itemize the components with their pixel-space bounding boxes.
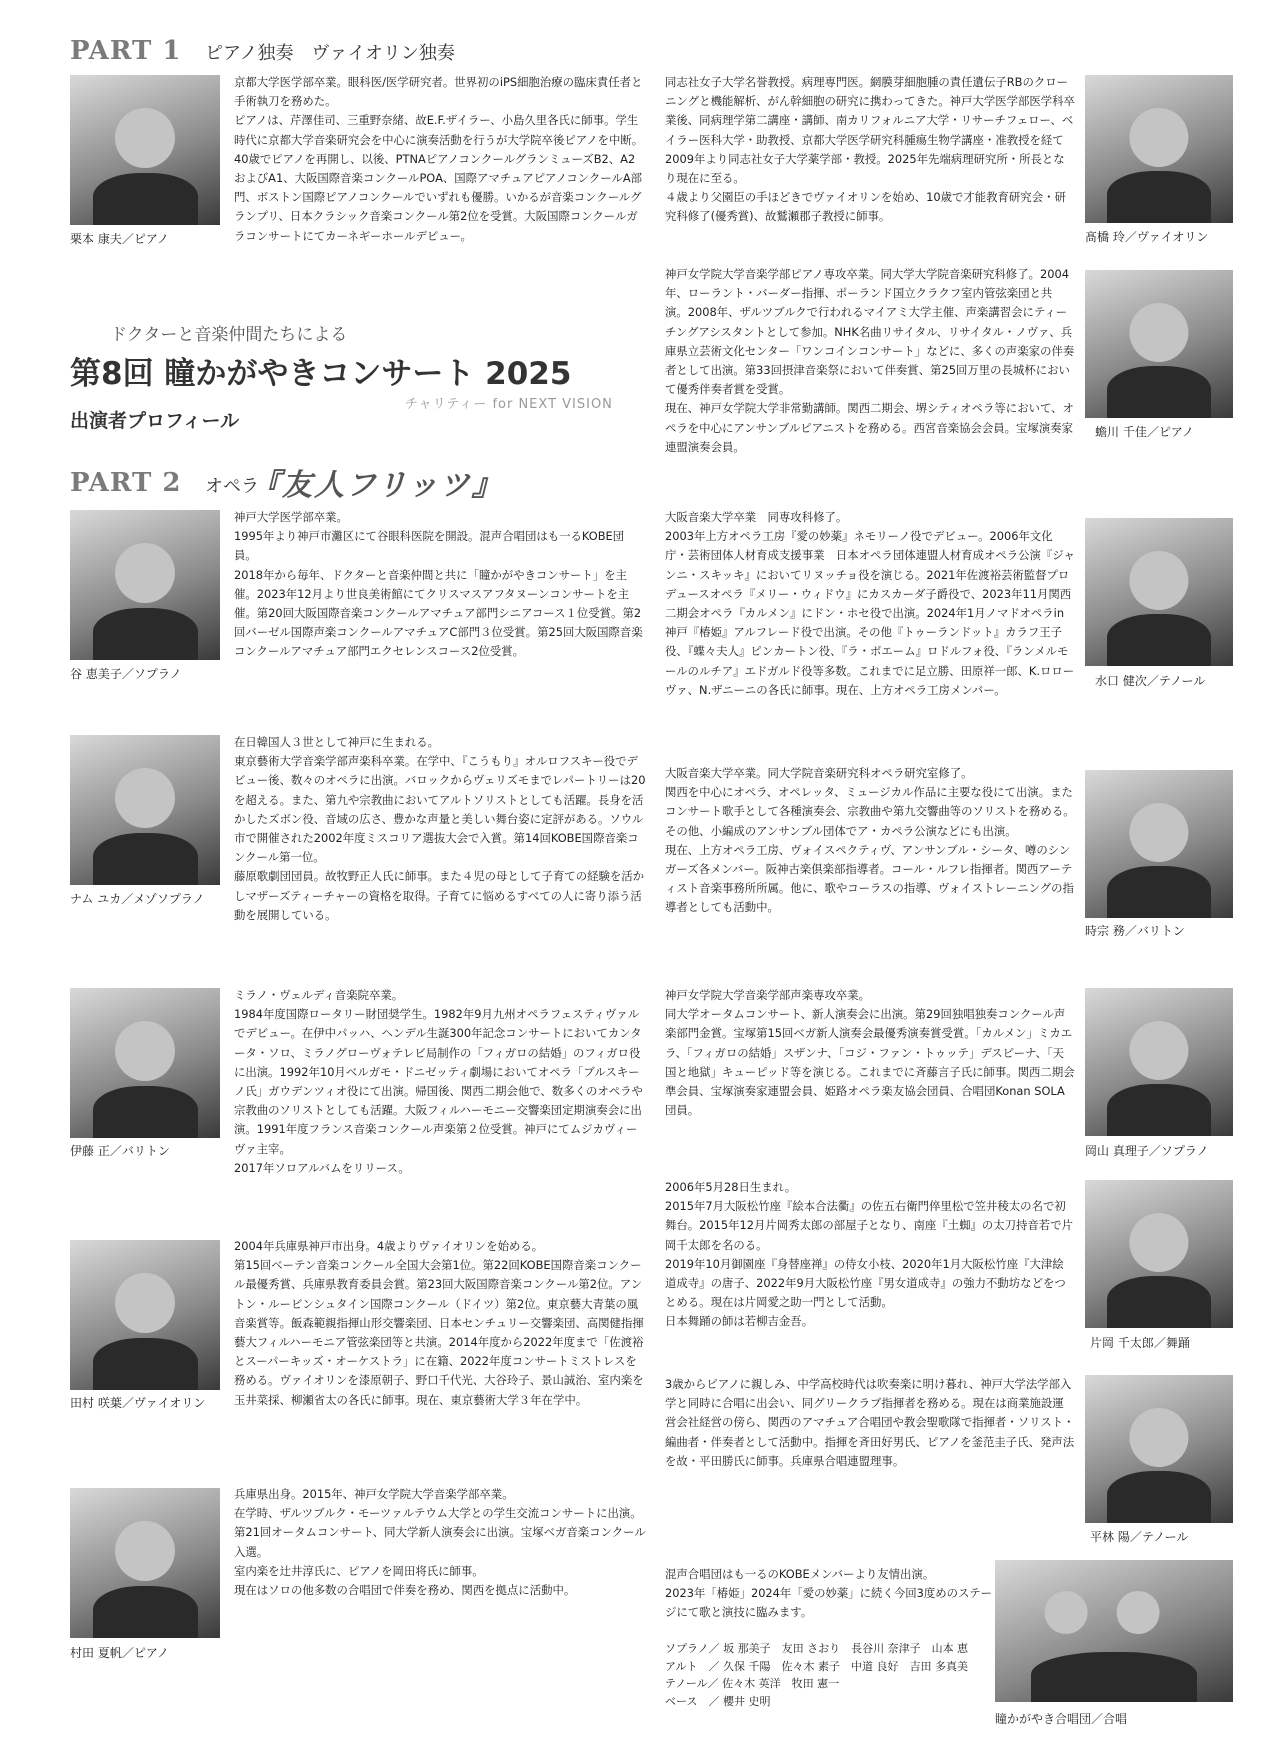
bio-paragraph: 2003年上方オペラ工房『愛の妙薬』ネモリーノ役でデビュー。2006年文化庁・芸術団体人材育成支援事業 日本オペラ団体連盟人材育成オペラ公演『ジャンニ・スキッキ』においてリヌッチョ役を演じる。2021年佐渡裕芸術監督プロデュースオペラ『メリー・ウィドウ』にカスカーダ子爵役で、2023年11月関西二期会オペラ『カルメン』にドン・ホセ役で出演。2024年1月ノマドオペラin神戸『椿姫』アルフレード役で出演。その他『トゥーランドット』カラフ王子役、『蝶々夫人』ピンカートン役、『ラ・ボエーム』ロドルフォ役、『ランメルモールのルチア』エドガルド役等多数。これまでに足立勝、田原祥一郎、K.ロローヴァ、N.ザニーニの各氏に師事。現在、上方オペラ工房メンバー。	[665, 529, 1075, 697]
bio-paragraph: 3歳からピアノに親しみ、中学高校時代は吹奏楽に明け暮れ、神戸大学法学部入学と同時に合唱に出会い、同グリークラブ指揮者を務める。現在は商業施設運営会社経営の傍ら、関西のアマチュア合唱団や教会聖歌隊で指揮者・ソリスト・編曲者・伴奏者として活動中。指揮を斉田好男氏、ピアノを釜范圭子氏、発声法を故・平田勝氏に師事。兵庫県合唱連盟理事。	[665, 1377, 1075, 1468]
bio-paragraph: 京都大学医学部卒業。眼科医/医学研究者。世界初のiPS細胞治療の臨床責任者と手術執刀を務めた。	[234, 75, 643, 109]
photo-hosokawa	[1085, 270, 1233, 418]
bio-tokimune	[665, 764, 1075, 918]
part1-subtitle: ピアノ独奏 ヴァイオリン独奏	[205, 43, 455, 64]
part2-genre: オペラ	[205, 476, 259, 497]
bio-paragraph: 関西を中心にオペラ、オペレッタ、ミュージカル作品に主要な役にて出演。またコンサート歌手として各種演奏会、宗教曲や第九交響曲等のソリストを務める。その他、小編成のアンサンブル団体でア・カペラ公演などにも出演。	[665, 785, 1075, 838]
bio-paragraph: 東京藝術大学音楽学部声楽科卒業。在学中、『こうもり』オルロフスキー役でデビュー後、数々のオペラに出演。バロックからヴェリズモまでレパートリーは20を超える。また、第九や宗教曲においてアルトソリストとしても活躍。長身を活かしたズボン役、音域の広さ、豊かな声量と美しい舞台姿に定評がある。ソウル市で開催された2002年度ミスコリア選抜大会で入賞。第14回KOBE国際音楽コンクール第一位。	[234, 754, 646, 865]
bio-tamura	[234, 1237, 646, 1410]
part2-label: PART 2	[70, 468, 182, 498]
bio-paragraph: 同志社女子大学名誉教授。病理専門医。網膜芽細胞腫の責任遺伝子RBのクローニングと機能解析、がん幹細胞の研究に携わってきた。神戸大学医学部医学科卒業後、同病理学第二講座・講師、南カリフォルニア大学・リサーチフェロー、ベイラー医科大学・助教授、京都大学医学研究科腫瘍生物学講座・准教授を経て2009年より同志社女子大学薬学部・教授。2025年先端病理研究所・所長となり現在に至る。	[665, 75, 1075, 186]
bio-mizuguchi	[665, 508, 1075, 700]
caption-murata: 村田 夏帆／ピアノ	[70, 1646, 169, 1660]
bio-paragraph: 現在、神戸女学院大学非常勤講師。関西二期会、堺シティオペラ等において、オペラを中心にアンサンブルピアニストを務める。西宮音楽協会会員。宝塚演奏家連盟演奏会員。	[665, 401, 1074, 454]
bio-paragraph: ミラノ・ヴェルディ音楽院卒業。	[234, 988, 404, 1002]
bio-paragraph: 神戸大学医学部卒業。	[234, 510, 348, 524]
photo-choir	[995, 1560, 1233, 1702]
bio-paragraph: ピアノは、芹澤佳司、三重野奈緒、故E.F.ザイラー、小島久里各氏に師事。学生時代に京都大学音楽研究会を中心に演奏活動を行うが大学院卒後ピアノを中断。40歳でピアノを再開し、以後、PTNAピアノコンクールグランミューズB2、A2およびA1、大阪国際音楽コンクールPOA、国際アマチュアピアノコンクールA部門、ボストン国際ピアノコンクールでいずれも優勝。いかるが音楽コンクールグランプリ、日本クラシック音楽コンクール第2位を受賞。大阪国際コンクールガラコンサートにてカーネギーホールデビュー。	[234, 113, 644, 243]
bio-takahashi	[665, 73, 1075, 227]
caption-kurimoto: 栗本 康夫／ピアノ	[70, 232, 169, 246]
bio-kurimoto	[234, 73, 646, 246]
caption-mizuguchi: 水口 健次／テノール	[1095, 674, 1206, 688]
bio-paragraph: 在学時、ザルツブルク・モーツァルテウム大学との学生交流コンサートに出演。第21回オータムコンサート、同大学新人演奏会に出演。宝塚ベガ音楽コンクール入選。	[234, 1506, 646, 1559]
photo-takahashi	[1085, 75, 1233, 223]
bio-murata	[234, 1485, 646, 1600]
bio-paragraph: 大阪音楽大学卒業。同大学院音楽研究科オペラ研究室修了。	[665, 766, 973, 780]
caption-ito: 伊藤 正／バリトン	[70, 1144, 170, 1158]
bio-paragraph: 現在はソロの他多数の合唱団で伴奏を務め、関西を拠点に活動中。	[234, 1583, 576, 1598]
photo-mizuguchi	[1085, 518, 1233, 666]
concert-charity: チャリティー for NEXT VISION	[405, 397, 613, 412]
bio-paragraph: 2006年5月28日生まれ。	[665, 1180, 797, 1194]
bio-paragraph: 藤原歌劇団団員。故牧野正人氏に師事。また４児の母として子育ての経験を活かしマザーズティーチャーの資格を取得。子育てに悩めるすべての人に寄り添う活動を展開している。	[234, 869, 645, 922]
caption-choir: 瞳かがやき合唱団／合唱	[995, 1712, 1128, 1726]
photo-murata	[70, 1488, 220, 1638]
cast-line: アルト ／ 久保 千陽 佐々木 素子 中道 良好 吉田 多真美	[665, 1659, 969, 1673]
bio-paragraph: 2015年7月大阪松竹座『絵本合法衢』の佐五右衛門倅里松で笠井稜太の名で初舞台。2015年12月片岡秀太郎の部屋子となり、南座『土蜘』の太刀持音若で片岡千太郎を名のる。	[665, 1199, 1073, 1252]
caption-okayama: 岡山 真理子／ソプラノ	[1085, 1144, 1209, 1158]
bio-hosokawa	[665, 265, 1075, 457]
bio-paragraph: 神戸女学院大学音楽学部ピアノ専攻卒業。同大学大学院音楽研究科修了。2004年、ローラント・バーダー指揮、ポーランド国立クラクフ室内管弦楽団と共演。2008年、ザルツブルクで行われるマイアミ大学主催、声楽講習会にティーチングアシスタントとして参加。NHK名曲リサイタル、リサイタル・ノヴァ、兵庫県立芸術文化センター「ワンコインコンサート」などに、多くの声楽家の伴奏者として出演。第33回摂津音楽祭において伴奏賞、第25回万里の長城杯において優秀伴奏者賞を受賞。	[665, 267, 1075, 397]
bio-paragraph: 1984年度国際ロータリー財団奨学生。1982年9月九州オペラフェスティヴァルでデビュー。在伊中パッハ、ヘンデル生誕300年記念コンサートにおいてカンタータ・ソロ、ミラノグローヴォテレビ局制作の「フィガロの結婚」のフィガロ役に出演。1992年10月ベルガモ・ドニゼッティ劇場においてオペラ「ブルスキーノ氏」ガウデンツィオ役にて出演。帰国後、関西二期会他で、数多くのオペラや宗教曲のソリストとしても活躍。大阪フィルハーモニー交響楽団定期演奏会に出演。1991年度フランス音楽コンクール声楽第２位受賞。神戸にてムジカヴィーヴァ主宰。	[234, 1007, 643, 1156]
bio-paragraph: 神戸女学院大学音楽学部声楽専攻卒業。	[665, 988, 871, 1002]
photo-tokimune	[1085, 770, 1233, 918]
caption-nam: ナム ユカ／メゾソプラノ	[70, 892, 205, 906]
photo-hirabayashi	[1085, 1375, 1233, 1523]
caption-tani: 谷 恵美子／ソプラノ	[70, 667, 182, 681]
bio-paragraph: 大阪音楽大学卒業 同専攻科修了。	[665, 510, 848, 524]
photo-tani	[70, 510, 220, 660]
bio-okayama	[665, 986, 1075, 1120]
choir-cast-list	[665, 1640, 968, 1710]
concert-subtitle: ドクターと音楽仲間たちによる	[110, 325, 348, 345]
bio-kataoka	[665, 1178, 1075, 1332]
bio-paragraph: 第15回ベーテン音楽コンクール全国大会第1位。第22回KOBE国際音楽コンクール最優秀賞、兵庫県教育委員会賞。第23回大阪国際音楽コンクール第2位。アントン・ルービンシュタイン国際コンクール（ドイツ）第2位。東京藝大青葉の風音楽賞等。飯森範親指揮山形交響楽団、日本センチュリー交響楽団、高関健指揮藝大フィルハーモニア管弦楽団等と共演。2014年度から2022年度まで「佐渡裕とスーパーキッズ・オーケストラ」に在籍、2022年度コンサートミストレスを務める。ヴァイオリンを漆原朝子、野口千代光、大谷玲子、景山誠治、室内楽を玉井菜採、柳瀬省太の各氏に師事。現在、東京藝術大学３年在学中。	[234, 1258, 644, 1407]
bio-paragraph: 2004年兵庫県神戸市出身。4歳よりヴァイオリンを始める。	[234, 1239, 544, 1253]
photo-ito	[70, 988, 220, 1138]
bio-paragraph: 在日韓国人３世として神戸に生まれる。	[234, 735, 440, 749]
bio-paragraph: 同大学オータムコンサート、新人演奏会に出演。第29回独唱独奏コンクール声楽部門金賞。宝塚第15回ベガ新人演奏会最優秀演奏賞受賞。「カルメン」ミカエラ、「フィガロの結婚」スザンナ、「コジ・ファン・トゥッテ」デスピーナ、「天国と地獄」キューピッド等を演じる。これまでに斉藤言子氏に師事。関西二期会準会員、宝塚演奏家連盟会員、姫路オペラ楽友協会団員、合唱団Konan SOLA団員。	[665, 1007, 1075, 1118]
photo-kataoka	[1085, 1180, 1233, 1328]
bio-ito	[234, 986, 646, 1178]
bio-paragraph: 兵庫県出身。2015年、神戸女学院大学音楽学部卒業。	[234, 1487, 514, 1501]
caption-tamura: 田村 咲葉／ヴァイオリン	[70, 1396, 206, 1410]
cast-line: テノール／ 佐々木 英洋 牧田 憲一	[665, 1677, 840, 1690]
bio-paragraph: 混声合唱団はも一るのKOBEメンバーより友情出演。	[665, 1567, 935, 1581]
concert-title: 第8回 瞳かがやきコンサート 2025	[70, 356, 572, 392]
bio-paragraph: 1995年より神戸市灘区にて谷眼科医院を開設。混声合唱団はも一るKOBE団員。	[234, 529, 625, 563]
caption-tokimune: 時宗 務／バリトン	[1085, 924, 1185, 938]
bio-paragraph: 現在、上方オペラ工房、ヴォイスペクティヴ、アンサンブル・シータ、噂のシンガーズ各メンバー。阪神古楽倶楽部指導者。コール・ルフレ指揮者。関西アーティスト音楽事務所所属。他に、歌やコーラスの指導、ヴォイストレーニングの指導者としても活動中。	[665, 842, 1074, 915]
bio-paragraph: 2019年10月御園座『身替座禅』の侍女小枝、2020年1月大阪松竹座『大津絵道成寺』の唐子、2022年9月大阪松竹座『男女道成寺』の強力不動坊などをつとめる。現在は片岡愛之助一門として活動。	[665, 1256, 1066, 1310]
part2-opera-title: 『友人フリッツ』	[250, 468, 504, 503]
bio-hirabayashi	[665, 1375, 1075, 1471]
cast-line: ベース ／ 櫻井 史明	[665, 1694, 771, 1708]
cast-line: ソプラノ／ 坂 那美子 友田 さおり 長谷川 奈津子 山本 恵	[665, 1642, 969, 1655]
caption-hirabayashi: 平林 陽／テノール	[1090, 1530, 1189, 1544]
photo-nam	[70, 735, 220, 885]
part1-label: PART 1	[70, 36, 182, 66]
concert-profile-heading: 出演者プロフィール	[70, 410, 240, 432]
bio-tani	[234, 508, 646, 662]
bio-paragraph: 2017年ソロアルバムをリリース。	[234, 1160, 410, 1175]
caption-kataoka: 片岡 千太郎／舞踊	[1090, 1336, 1190, 1350]
bio-paragraph: 室内楽を辻井淳氏に、ピアノを岡田将氏に師事。	[234, 1563, 484, 1578]
photo-okayama	[1085, 988, 1233, 1136]
bio-paragraph: 2018年から毎年、ドクターと音楽仲間と共に「瞳かがやきコンサート」を主催。2023年12月より世良美術館にてクリスマスアフタヌーンコンサートを主催。第20回大阪国際音楽コンクールアマチュア部門シニアコース１位受賞。第2回バーゼル国際声楽コンクールアマチュアC部門３位受賞。第25回大阪国際音楽コンクールアマチュア部門エクセレンスコース2位受賞。	[234, 567, 643, 659]
photo-kurimoto	[70, 75, 220, 225]
bio-paragraph: ４歳より父園臣の手ほどきでヴァイオリンを始め、10歳で才能教育研究会・研究科修了(優秀賞)、故鷲瀬郡子教授に師事。	[665, 190, 1066, 224]
caption-hosokawa: 蟾川 千佳／ピアノ	[1095, 425, 1194, 439]
bio-choir	[665, 1565, 995, 1623]
bio-paragraph: 日本舞踊の師は若柳吉金吾。	[665, 1314, 814, 1329]
caption-takahashi: 髙橋 玲／ヴァイオリン	[1085, 230, 1209, 244]
bio-nam	[234, 733, 646, 925]
bio-paragraph: 2023年「椿姫」2024年「愛の妙薬」に続く今回3度めのステージにて歌と演技に臨みます。	[665, 1586, 992, 1620]
photo-tamura	[70, 1240, 220, 1390]
